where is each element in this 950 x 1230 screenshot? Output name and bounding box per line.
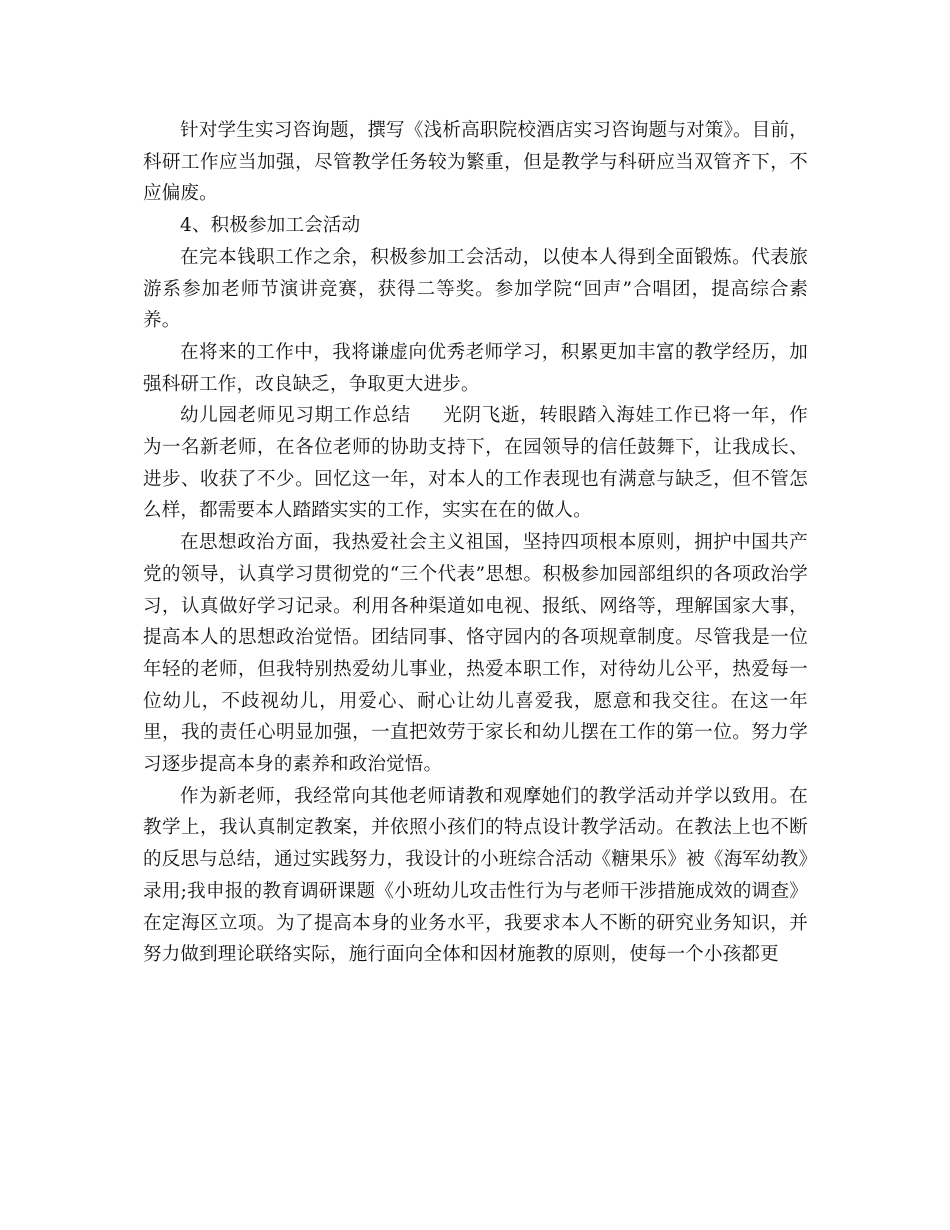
- paragraph-research: 针对学生实习咨询题，撰写《浅析高职院校酒店实习咨询题与对策》。目前，科研工作应当加强，尽管教学任务较为繁重，但是教学与科研应当双管齐下，不应偏废。: [143, 120, 808, 205]
- summary-title: 幼儿园老师见习期工作总结: [180, 405, 411, 427]
- paragraph-future-work: 在将来的工作中，我将谦虚向优秀老师学习，积累更加丰富的教学经历，加强科研工作，改良缺乏，争取更大进步。: [143, 341, 808, 395]
- summary-intro: 光阴飞逝，转眼踏入海娃工作已将一年，作为一名新老师，在各位老师的协助支持下，在园领导的信任鼓舞下，让我成长、进步、收获了不少。回忆这一年，对本人的工作表现也有满意与缺乏，但不管怎么样，都需要本人踏踏实实的工作，实实在在的做人。: [143, 405, 808, 522]
- paragraph-kindergarten-summary: [143, 400, 808, 527]
- document-body: [143, 115, 808, 971]
- paragraph-union-activities: 在完本钱职工作之余，积极参加工会活动，以使本人得到全面锻炼。代表旅游系参加老师节演讲竞赛，获得二等奖。参加学院“回声”合唱团，提高综合素养。: [143, 246, 808, 332]
- section-heading-union-activities: 4、积极参加工会活动: [180, 215, 361, 237]
- paragraph-teaching-work: 作为新老师，我经常向其他老师请教和观摩她们的教学活动并学以致用。在教学上，我认真制定教案，并依照小孩们的特点设计教学活动。在教法上也不断的反思与总结，通过实践努力，我设计的小班综合活动《糖果乐》被《海军幼教》录用;我申报的教育调研课题《小班幼儿攻击性行为与老师干涉措施成效的调查》在定海区立项。为了提高本身的业务水平，我要求本人不断的研究业务知识，并努力做到理论联络实际，施行面向全体和因材施教的原则，使每一个小孩都更: [143, 785, 808, 966]
- paragraph-political-thought: 在思想政治方面，我热爱社会主义祖国，坚持四项根本原则，拥护中国共产党的领导，认真学习贯彻党的“三个代表”思想。积极参加园部组织的各项政治学习，认真做好学习记录。利用各种渠道如电视、报纸、网络等，理解国家大事，提高本人的思想政治觉悟。团结同事、恪守园内的各项规章制度。尽管我是一位年轻的老师，但我特别热爱幼儿事业，热爱本职工作，对待幼儿公平，热爱每一位幼儿，不歧视幼儿，用爱心、耐心让幼儿喜爱我，愿意和我交往。在这一年里，我的责任心明显加强，一直把效劳于家长和幼儿摆在工作的第一位。努力学习逐步提高本身的素养和政治觉悟。: [143, 532, 808, 776]
